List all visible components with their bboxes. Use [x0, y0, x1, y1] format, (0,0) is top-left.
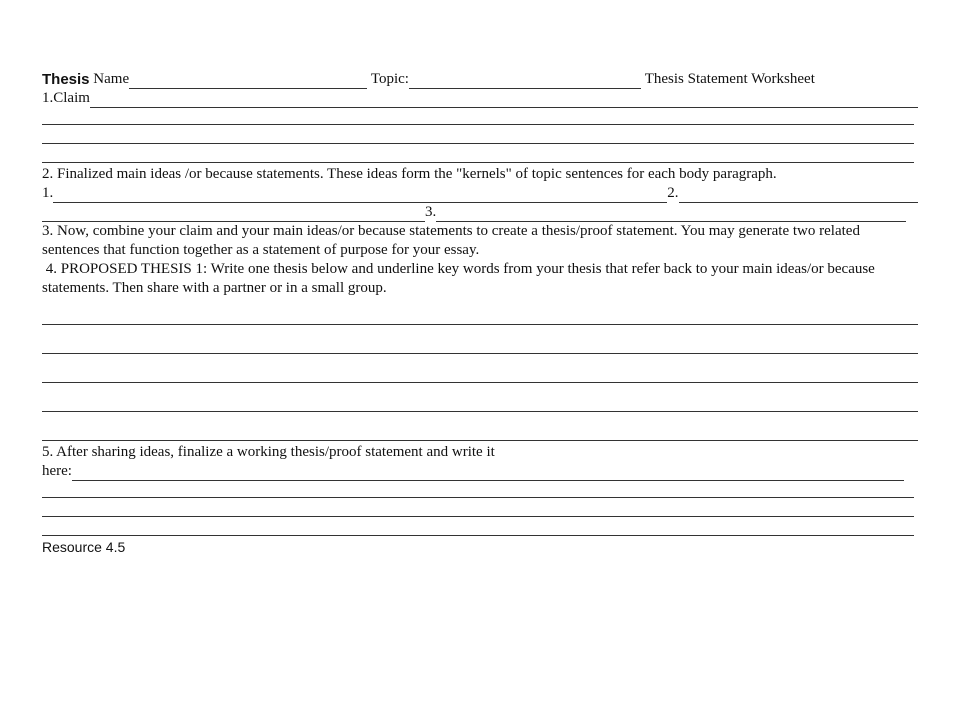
name-label: Name	[93, 71, 130, 87]
main-idea-2-field[interactable]	[679, 188, 919, 203]
claim-line	[42, 89, 918, 108]
claim-label: 1.Claim	[42, 90, 90, 106]
final-thesis-line	[42, 462, 918, 481]
thesis-line-4[interactable]	[42, 385, 918, 414]
claim-line-2[interactable]	[42, 108, 918, 127]
claim-field[interactable]	[90, 93, 918, 108]
worksheet-label: Thesis	[42, 71, 90, 88]
claim-line-4[interactable]	[42, 146, 918, 165]
main-idea-2-continued-field[interactable]	[42, 207, 425, 222]
thesis-line-5[interactable]	[42, 414, 918, 443]
main-idea-2-label: 2.	[667, 185, 679, 201]
resource-label: Resource 4.5	[42, 539, 126, 555]
main-idea-3-field[interactable]	[436, 207, 906, 222]
thesis-line-1[interactable]	[42, 298, 918, 327]
final-thesis-line-3[interactable]	[42, 500, 918, 519]
thesis-line-2[interactable]	[42, 327, 918, 356]
final-thesis-line-4[interactable]	[42, 519, 918, 538]
final-thesis-line-2[interactable]	[42, 481, 918, 500]
topic-field[interactable]	[409, 74, 641, 89]
main-idea-1-label: 1.	[42, 185, 54, 201]
name-field[interactable]	[129, 74, 367, 89]
here-label: here:	[42, 463, 72, 479]
claim-line-3[interactable]	[42, 127, 918, 146]
section-3-instructions: 3. Now, combine your claim and your main ideas/or because statements to create a thesis/proof statement. You may generate two related sentences that function together as a statement of purpose for your essay.	[42, 223, 860, 258]
section-5-instructions: 5. After sharing ideas, finalize a working thesis/proof statement and write it	[42, 444, 495, 460]
main-ideas-line-1	[42, 184, 918, 203]
thesis-worksheet	[42, 70, 918, 557]
section-4-instructions: 4. PROPOSED THESIS 1: Write one thesis below and underline key words from your thesis that refer back to your main ideas/or because statements. Then share with a partner or in a small group.	[42, 261, 879, 296]
main-idea-1-field[interactable]	[53, 188, 667, 203]
main-idea-3-label: 3.	[425, 204, 437, 220]
thesis-line-3[interactable]	[42, 356, 918, 385]
final-thesis-field[interactable]	[72, 466, 904, 481]
header-line	[42, 70, 918, 89]
main-ideas-line-2	[42, 203, 918, 222]
section-2-instructions: 2. Finalized main ideas /or because statements. These ideas form the "kernels" of topic sentences for each body paragraph.	[42, 166, 777, 182]
worksheet-title: Thesis Statement Worksheet	[644, 71, 815, 87]
topic-label: Topic:	[370, 71, 409, 87]
